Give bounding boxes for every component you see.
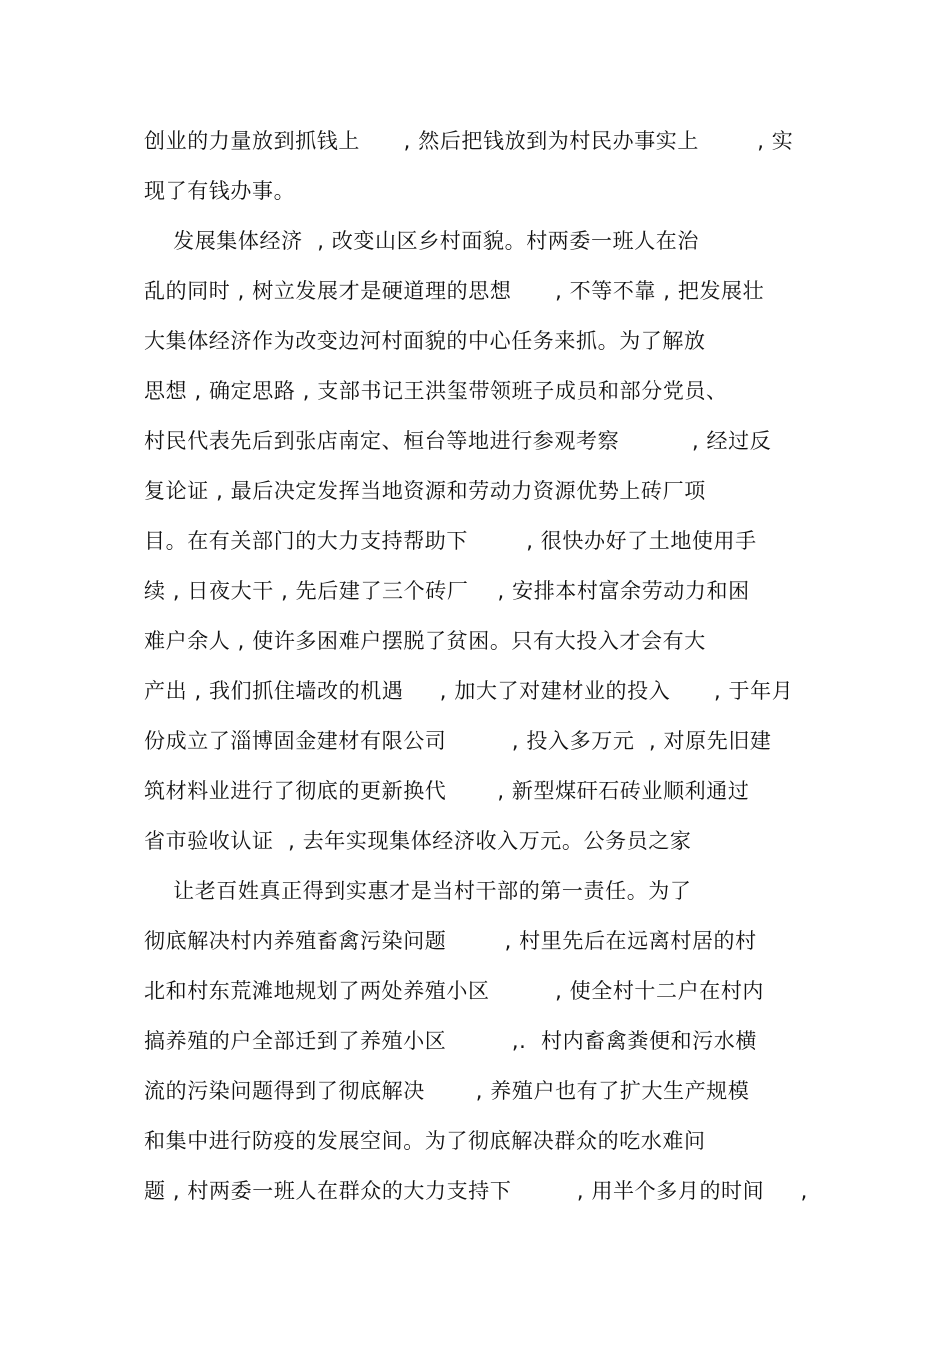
text-line: 目。在有关部门的大力支持帮助下 , 很快办好了土地使用手 — [144, 529, 757, 553]
text-line: 份成立了淄博固金建材有限公司 , 投入多万元 , 对原先旧建 — [144, 729, 772, 753]
text-line: 流的污染问题得到了彻底解决 , 养殖户也有了扩大生产规模 — [144, 1079, 750, 1103]
text-line: 彻底解决村内养殖畜禽污染问题 , 村里先后在远离村居的村 — [144, 929, 757, 953]
text-line: 筑材料业进行了彻底的更新换代 , 新型煤矸石砖业顺利通过 — [144, 779, 750, 803]
text-line: 复论证 , 最后决定发挥当地资源和劳动力资源优势上砖厂项 — [144, 479, 706, 503]
text-line: 思想 , 确定思路 , 支部书记王洪玺带领班子成员和部分党员、 — [144, 379, 728, 403]
text-line: 村民代表先后到张店南定、桓台等地进行参观考察 , 经过反 — [144, 429, 772, 453]
text-line: 创业的力量放到抓钱上 , 然后把钱放到为村民办事实上 , 实 — [144, 129, 794, 153]
text-line: 乱的同时 , 树立发展才是硬道理的思想 , 不等不靠 , 把发展壮 — [144, 279, 765, 303]
text-line: 北和村东荒滩地规划了两处养殖小区 , 使全村十二户在村内 — [144, 979, 765, 1003]
text-line: 现了有钱办事。 — [144, 179, 296, 203]
text-line: 续 , 日夜大干 , 先后建了三个砖厂 , 安排本村富余劳动力和困 — [144, 579, 750, 603]
text-line: 题 , 村两委一班人在群众的大力支持下 , 用半个多月的时间 , — [144, 1179, 808, 1203]
text-line: 大集体经济作为改变边河村面貌的中心任务来抓。为了解放 — [144, 329, 706, 353]
text-line: 搞养殖的户全部迁到了养殖小区 ,. 村内畜禽粪便和污水横 — [144, 1029, 757, 1053]
text-line: 省市验收认证 , 去年实现集体经济收入万元。公务员之家 — [144, 829, 692, 853]
paragraph-start-line: 让老百姓真正得到实惠才是当村干部的第一责任。为了 — [144, 879, 692, 903]
text-line: 难户余人 , 使许多困难户摆脱了贫困。只有大投入才会有大 — [144, 629, 706, 653]
text-line: 产出 , 我们抓住墙改的机遇 , 加大了对建材业的投入 , 于年月 — [144, 679, 794, 703]
text-line: 和集中进行防疫的发展空间。为了彻底解决群众的吃水难问 — [144, 1129, 706, 1153]
paragraph-start-line: 发展集体经济 , 改变山区乡村面貌。村两委一班人在治 — [144, 229, 699, 253]
